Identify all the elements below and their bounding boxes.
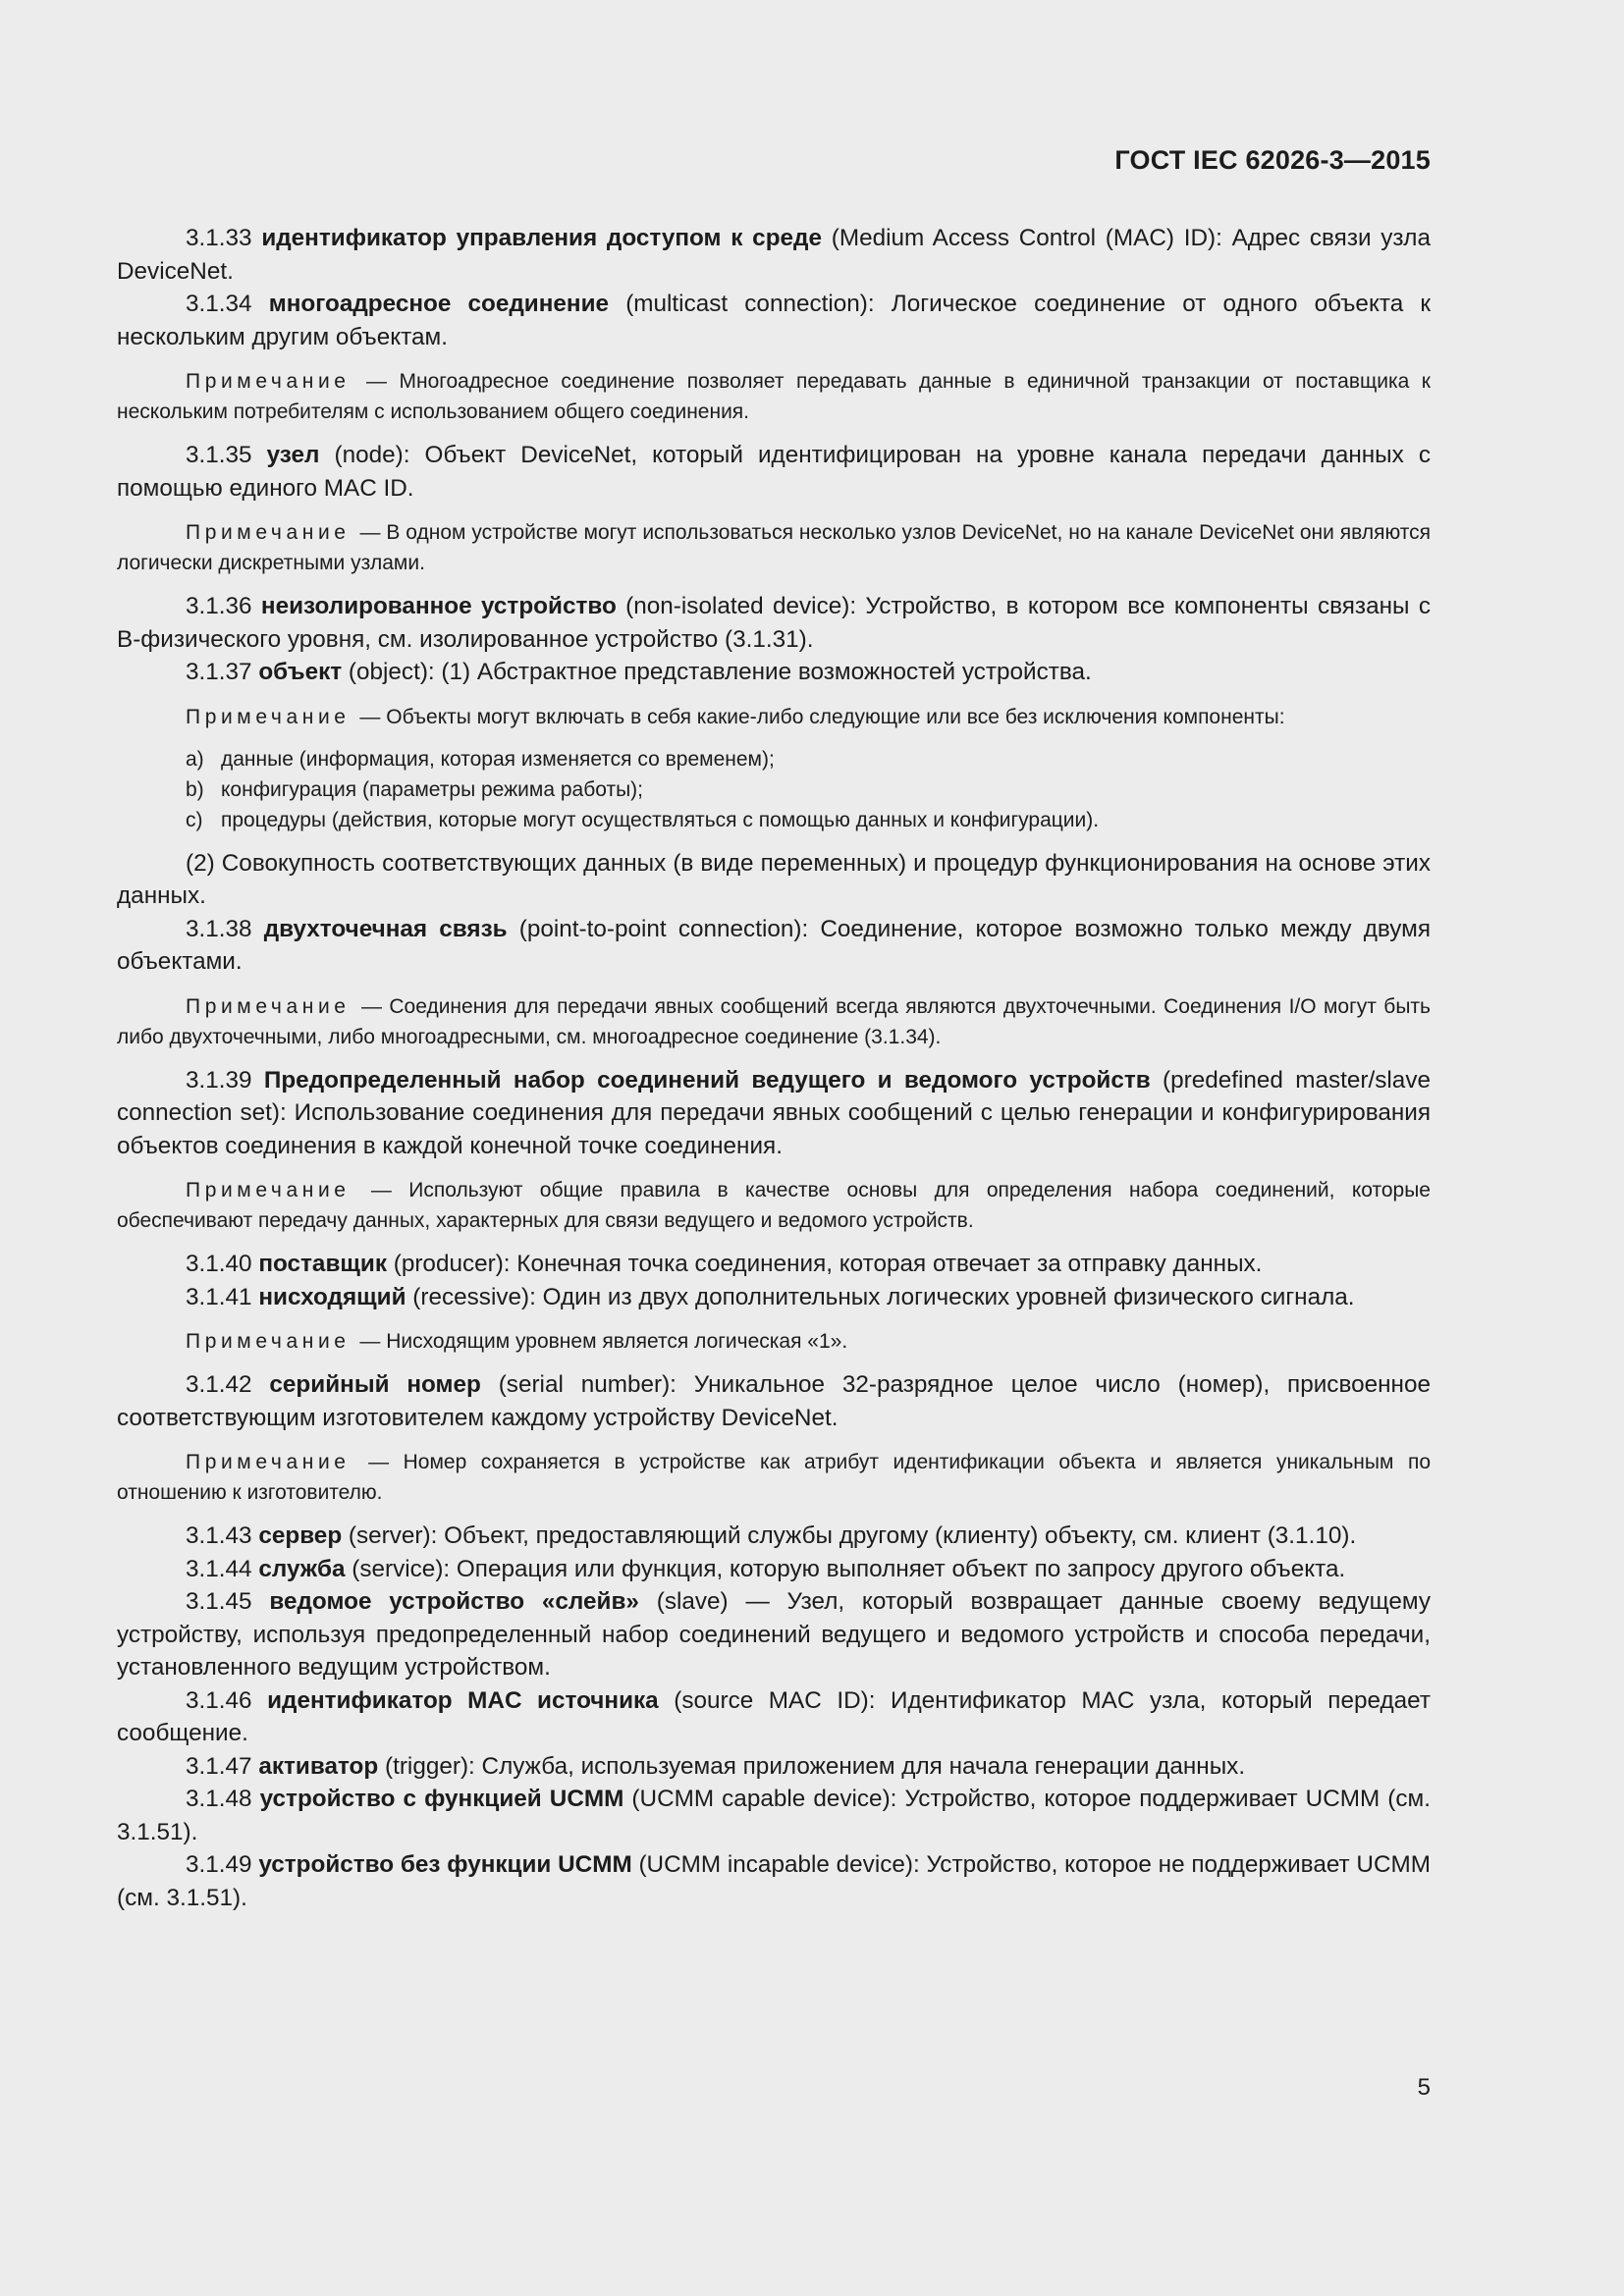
term-title: Предопределенный набор соединений ведущего и ведомого устройств (263, 1066, 1151, 1094)
term-definition (117, 1585, 1431, 1684)
term-number: 3.1.33 (186, 225, 252, 251)
list-marker: b) (186, 777, 204, 801)
term-definition (117, 656, 1431, 689)
term-text: (object): (1) Абстрактное представление возможностей устройства. (342, 659, 1092, 685)
term-text: (source MAC ID): Идентификатор MAC узла, который передает сообщение. (117, 1686, 1431, 1746)
term-definition (117, 1750, 1431, 1784)
term-text: (serial number): Уникальное 32-разрядное целое число (номер), присвоенное соответствующим изготовителем каждому устройству DeviceNet. (117, 1371, 1431, 1431)
note-label: Примечание (186, 1330, 351, 1353)
note-text: — Объекты могут включать в себя какие-либо следующие или все без исключения компоненты: (353, 705, 1285, 728)
term-text: (producer): Конечная точка соединения, которая отвечает за отправку данных. (386, 1251, 1263, 1277)
term-title: идентификатор управления доступом к среде (261, 225, 822, 251)
term-title: нисходящий (258, 1283, 406, 1310)
note-list-item (117, 805, 1431, 835)
term-title: сервер (258, 1522, 343, 1549)
term-number: 3.1.42 (186, 1371, 252, 1398)
term-text: (multicast connection): Логическое соединение от одного объекта к нескольким другим объектам. (117, 291, 1431, 350)
note-list-item (117, 774, 1431, 805)
term-number: 3.1.40 (186, 1251, 252, 1277)
term-title: неизолированное устройство (260, 593, 617, 619)
term-text: (server): Объект, предоставляющий службы другому (клиенту) объекту, см. клиент (3.1.10). (342, 1522, 1357, 1549)
list-item-text: данные (информация, которая изменяется со временем); (221, 747, 775, 771)
term-number: 3.1.45 (186, 1588, 252, 1615)
term-definition (117, 1783, 1431, 1848)
term-text: (UCMM capable device): Устройство, которое поддерживает UCMM (см. 3.1.51). (117, 1786, 1431, 1845)
term-text: (recessive): Один из двух дополнительных логических уровней физического сигнала. (406, 1283, 1355, 1310)
note-label: Примечание (186, 1451, 351, 1473)
term-text: (slave) — Узел, который возвращает данные своему ведущему устройству, используя предопределенный набор соединений ведущего и ведомого устройств и способа передачи, установленного ведущим устройством. (117, 1588, 1431, 1681)
term-number: 3.1.39 (186, 1066, 252, 1094)
term-title: устройство без функции UCMM (258, 1851, 632, 1878)
note (117, 1326, 1431, 1357)
term-title: активатор (258, 1752, 379, 1780)
term-definition (117, 1848, 1431, 1914)
note (117, 991, 1431, 1052)
term-title: идентификатор MAC источника (267, 1686, 659, 1714)
term-number: 3.1.34 (186, 291, 252, 317)
term-number: 3.1.48 (186, 1786, 252, 1812)
term-number: 3.1.41 (186, 1283, 252, 1310)
term-definition (117, 439, 1431, 505)
note-label: Примечание (186, 521, 351, 544)
term-title: серийный номер (269, 1371, 481, 1398)
note-label: Примечание (186, 994, 351, 1018)
note (117, 366, 1431, 427)
term-definition (117, 1368, 1431, 1434)
term-text: (Medium Access Control (MAC) ID): Адрес связи узла DeviceNet. (117, 225, 1431, 285)
term-definition (117, 1281, 1431, 1314)
list-marker: c) (186, 808, 203, 831)
term-title: двухточечная связь (263, 915, 508, 942)
note-text: — Используют общие правила в качестве основы для определения набора соединений, которые обеспечивают передачу данных, характерных для связи ведущего и ведомого устройств. (117, 1179, 1431, 1232)
term-text: (trigger): Служба, используемая приложением для начала генерации данных. (378, 1752, 1246, 1780)
term-text: (non-isolated device): Устройство, в котором все компоненты связаны с В-физического уровня, см. изолированное устройство (3.1.31). (117, 593, 1431, 653)
note-label: Примечание (186, 705, 351, 728)
page-number: 5 (1417, 2074, 1431, 2101)
term-title: устройство с функцией UCMM (259, 1786, 624, 1812)
term-definition (117, 1553, 1431, 1586)
term-number: 3.1.35 (186, 442, 252, 468)
note (117, 1447, 1431, 1508)
list-item-text: процедуры (действия, которые могут осуществляться с помощью данных и конфигурации). (221, 808, 1100, 831)
note-text: — В одном устройстве могут использоваться несколько узлов DeviceNet, но на канале DeviceNet они являются логически дискретными узлами. (117, 521, 1431, 574)
note-label: Примечание (186, 1179, 351, 1201)
note-text: — Нисходящим уровнем является логическая «1». (353, 1330, 848, 1353)
term-number: 3.1.44 (186, 1555, 252, 1582)
term-definition (117, 222, 1431, 288)
paragraph-text: (2) Совокупность соответствующих данных (в виде переменных) и процедур функционирования на основе этих данных. (117, 849, 1431, 909)
term-text: (UCMM incapable device): Устройство, которое не поддерживает UCMM (см. 3.1.51). (117, 1851, 1431, 1911)
term-number: 3.1.38 (186, 915, 252, 942)
note (117, 702, 1431, 732)
term-definition (117, 913, 1431, 979)
term-title: узел (266, 442, 320, 468)
note (117, 517, 1431, 578)
term-number: 3.1.37 (186, 659, 252, 685)
term-number: 3.1.47 (186, 1752, 252, 1780)
document-body (117, 222, 1431, 1914)
term-text: (service): Операция или функция, которую выполняет объект по запросу другого объекта. (345, 1555, 1346, 1582)
term-definition (117, 1064, 1431, 1163)
term-title: служба (258, 1555, 346, 1582)
term-definition (117, 1520, 1431, 1553)
note-list-item (117, 744, 1431, 774)
note-label: Примечание (186, 370, 351, 393)
note-text: — Соединения для передачи явных сообщений всегда являются двухточечными. Соединения I/O могут быть либо двухточечными, либо многоадресными, см. многоадресное соединение (3.1.34). (117, 994, 1431, 1048)
note-text: — Номер сохраняется в устройстве как атрибут идентификации объекта и является уникальным по отношению к изготовителю. (117, 1451, 1431, 1504)
note (117, 1175, 1431, 1236)
term-title: ведомое устройство «слейв» (269, 1588, 639, 1615)
document-header: ГОСТ IEC 62026-3—2015 (1114, 145, 1431, 175)
term-title: многоадресное соединение (268, 291, 610, 317)
term-title: поставщик (258, 1251, 387, 1277)
term-text: (node): Объект DeviceNet, который идентифицирован на уровне канала передачи данных с помощью единого MAC ID. (117, 442, 1431, 502)
term-number: 3.1.49 (186, 1851, 252, 1878)
note-text: — Многоадресное соединение позволяет передавать данные в единичной транзакции от поставщика к нескольким потребителям с использованием общего соединения. (117, 370, 1431, 423)
term-definition (117, 1684, 1431, 1750)
term-number: 3.1.36 (186, 593, 252, 619)
list-item-text: конфигурация (параметры режима работы); (221, 777, 643, 801)
paragraph (117, 847, 1431, 913)
term-definition (117, 288, 1431, 353)
term-definition (117, 590, 1431, 656)
term-text: (predefined master/slave connection set): Использование соединения для передачи явных сообщений с целью генерации и конфигурирования объектов соединения в каждой конечной точке соединения. (117, 1066, 1431, 1159)
term-definition (117, 1248, 1431, 1281)
term-number: 3.1.43 (186, 1522, 252, 1549)
term-text: (point-to-point connection): Соединение, которое возможно только между двумя объектами. (117, 915, 1431, 975)
list-marker: a) (186, 747, 204, 771)
term-number: 3.1.46 (186, 1686, 252, 1714)
term-title: объект (258, 659, 343, 685)
